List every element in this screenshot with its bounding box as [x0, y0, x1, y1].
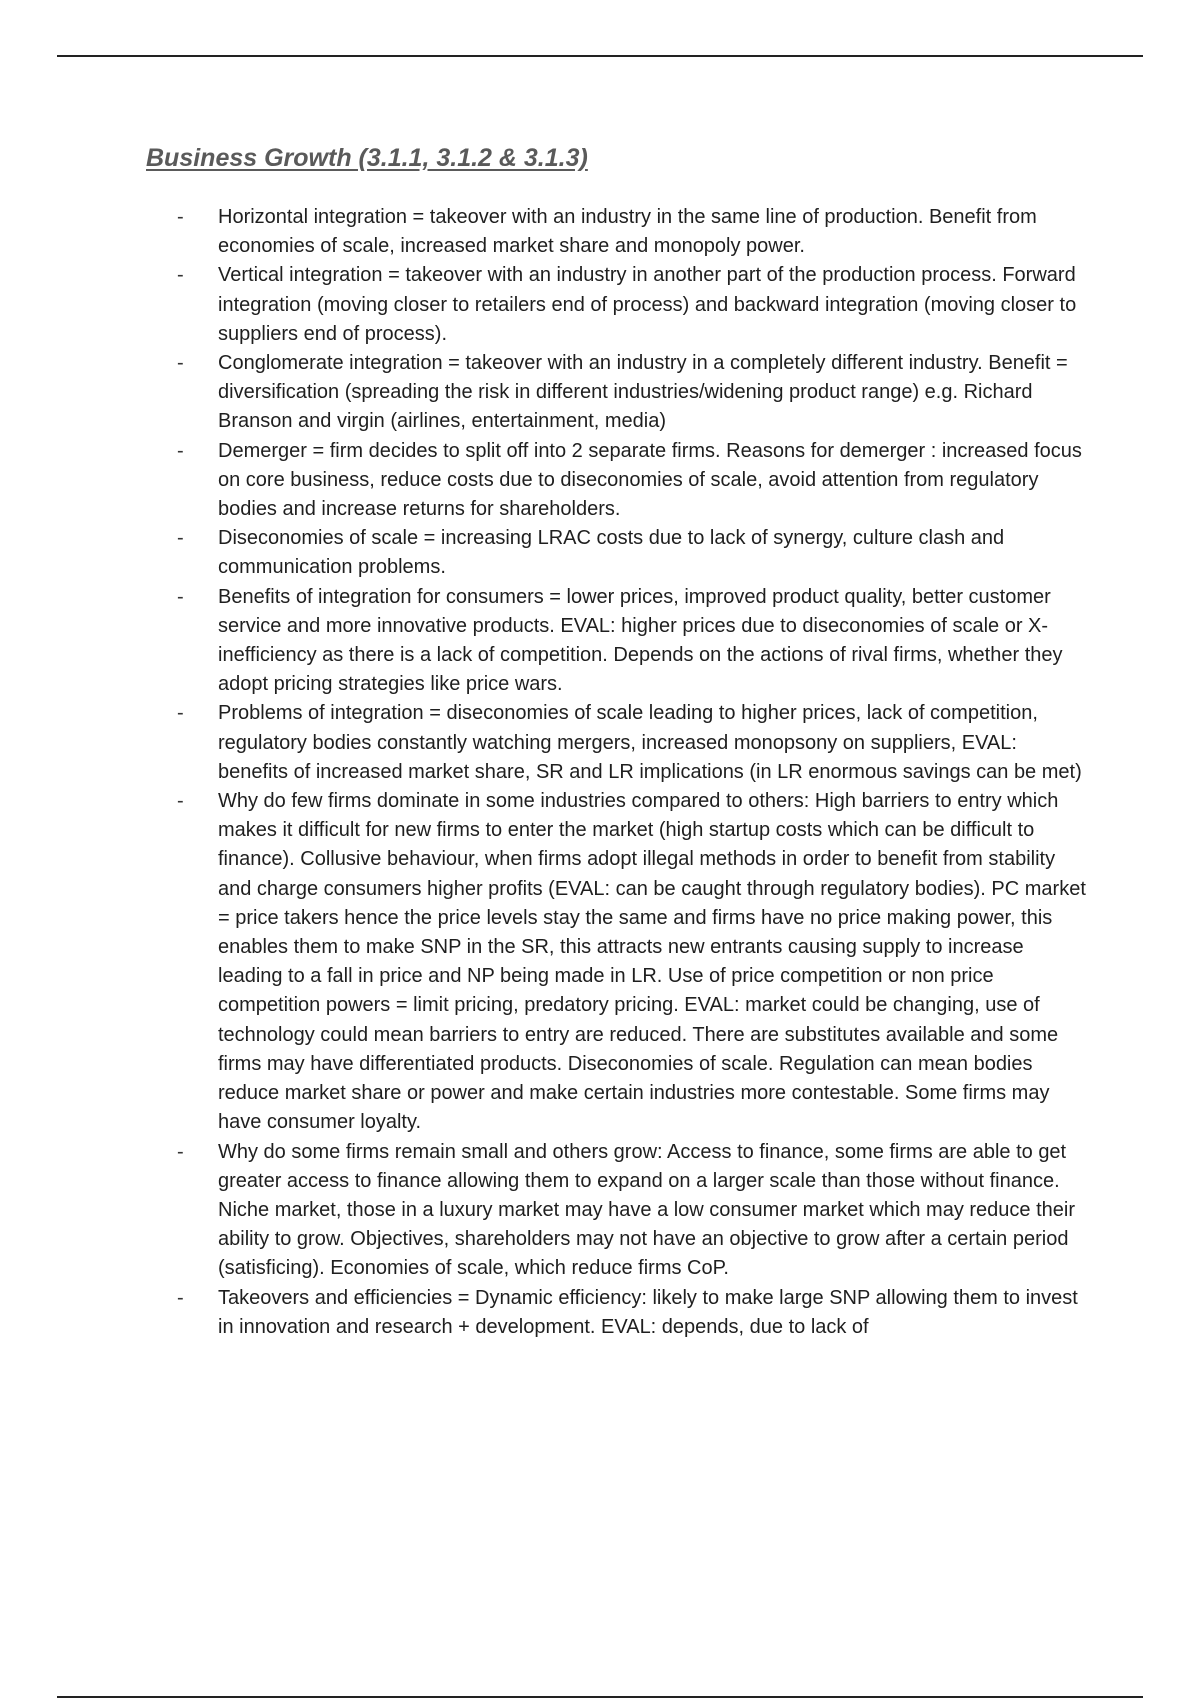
bullet-dash: -	[177, 527, 184, 550]
list-item	[177, 787, 1087, 1137]
list-item	[177, 524, 1087, 582]
list-item	[177, 261, 1087, 349]
list-item	[177, 437, 1087, 525]
list-item	[177, 1284, 1087, 1342]
bullet-dash: -	[177, 702, 184, 725]
top-divider	[57, 55, 1143, 57]
bullet-dash: -	[177, 1286, 184, 1309]
list-item	[177, 583, 1087, 700]
list-item-text: Vertical integration = takeover with an industry in another part of the production process. Forward integration (moving closer to retailers end of process) and backward integration (moving closer to suppliers end of process).	[218, 264, 1077, 345]
list-item	[177, 1138, 1087, 1284]
list-item-text: Horizontal integration = takeover with an industry in the same line of production. Benefit from economies of scale, increased market share and monopoly power.	[218, 206, 1037, 258]
bottom-divider	[57, 1696, 1143, 1698]
list-item	[177, 203, 1087, 261]
bullet-dash: -	[177, 790, 184, 813]
list-item	[177, 699, 1087, 787]
list-item-text: Problems of integration = diseconomies of scale leading to higher prices, lack of competition, regulatory bodies constantly watching mergers, increased monopsony on suppliers, EVAL: benefits of increased market share, SR and LR implications (in LR enormous savings can be met)	[218, 702, 1082, 783]
list-item-text: Why do few firms dominate in some industries compared to others: High barriers to entry which makes it difficult for new firms to enter the market (high startup costs which can be difficult to finance). Collusive behaviour, when firms adopt illegal methods in order to benefit from stability and charge consumers higher profits (EVAL: can be caught through regulatory bodies). PC market = price takers hence the price levels stay the same and firms have no price making power, this enables them to make SNP in the SR, this attracts new entrants causing supply to increase leading to a fall in price and NP being made in LR. Use of price competition or non price competition powers = limit pricing, predatory pricing. EVAL: market could be changing, use of technology could mean barriers to entry are reduced. There are substitutes available and some firms may have differentiated products. Diseconomies of scale. Regulation can mean bodies reduce market share or power and make certain industries more contestable. Some firms may have consumer loyalty.	[218, 790, 1086, 1134]
bullet-dash: -	[177, 352, 184, 375]
list-item	[177, 349, 1087, 437]
list-item-text: Why do some firms remain small and others grow: Access to finance, some firms are able to get greater access to finance allowing them to expand on a larger scale than those without finance. Niche market, those in a luxury market may have a low consumer market which may reduce their ability to grow. Objectives, shareholders may not have an objective to grow after a certain period (satisficing). Economies of scale, which reduce firms CoP.	[218, 1140, 1076, 1280]
bullet-list	[177, 203, 1087, 1342]
list-item-text: Benefits of integration for consumers = lower prices, improved product quality, better customer service and more innovative products. EVAL: higher prices due to diseconomies of scale or X-inefficiency as there is a lack of competition. Depends on the actions of rival firms, whether they adopt pricing strategies like price wars.	[218, 585, 1063, 696]
list-item-text: Takeovers and efficiencies = Dynamic efficiency: likely to make large SNP allowing them to invest in innovation and research + development. EVAL: depends, due to lack of	[218, 1286, 1078, 1338]
list-item-text: Conglomerate integration = takeover with an industry in a completely different industry. Benefit = diversification (spreading the risk in different industries/widening product range) e.g. Richard Branson and virgin (airlines, entertainment, media)	[218, 352, 1068, 433]
bullet-dash: -	[177, 206, 184, 228]
bullet-dash: -	[177, 1140, 184, 1163]
list-item-text: Diseconomies of scale = increasing LRAC costs due to lack of synergy, culture clash and communication problems.	[218, 527, 1005, 579]
bullet-dash: -	[177, 264, 184, 287]
bullet-dash: -	[177, 439, 184, 462]
bullet-dash: -	[177, 585, 184, 608]
page-title: Business Growth (3.1.1, 3.1.2 & 3.1.3)	[146, 144, 588, 172]
list-item-text: Demerger = firm decides to split off into 2 separate firms. Reasons for demerger : increased focus on core business, reduce costs due to diseconomies of scale, avoid attention from regulatory bodies and increase returns for shareholders.	[218, 439, 1082, 521]
